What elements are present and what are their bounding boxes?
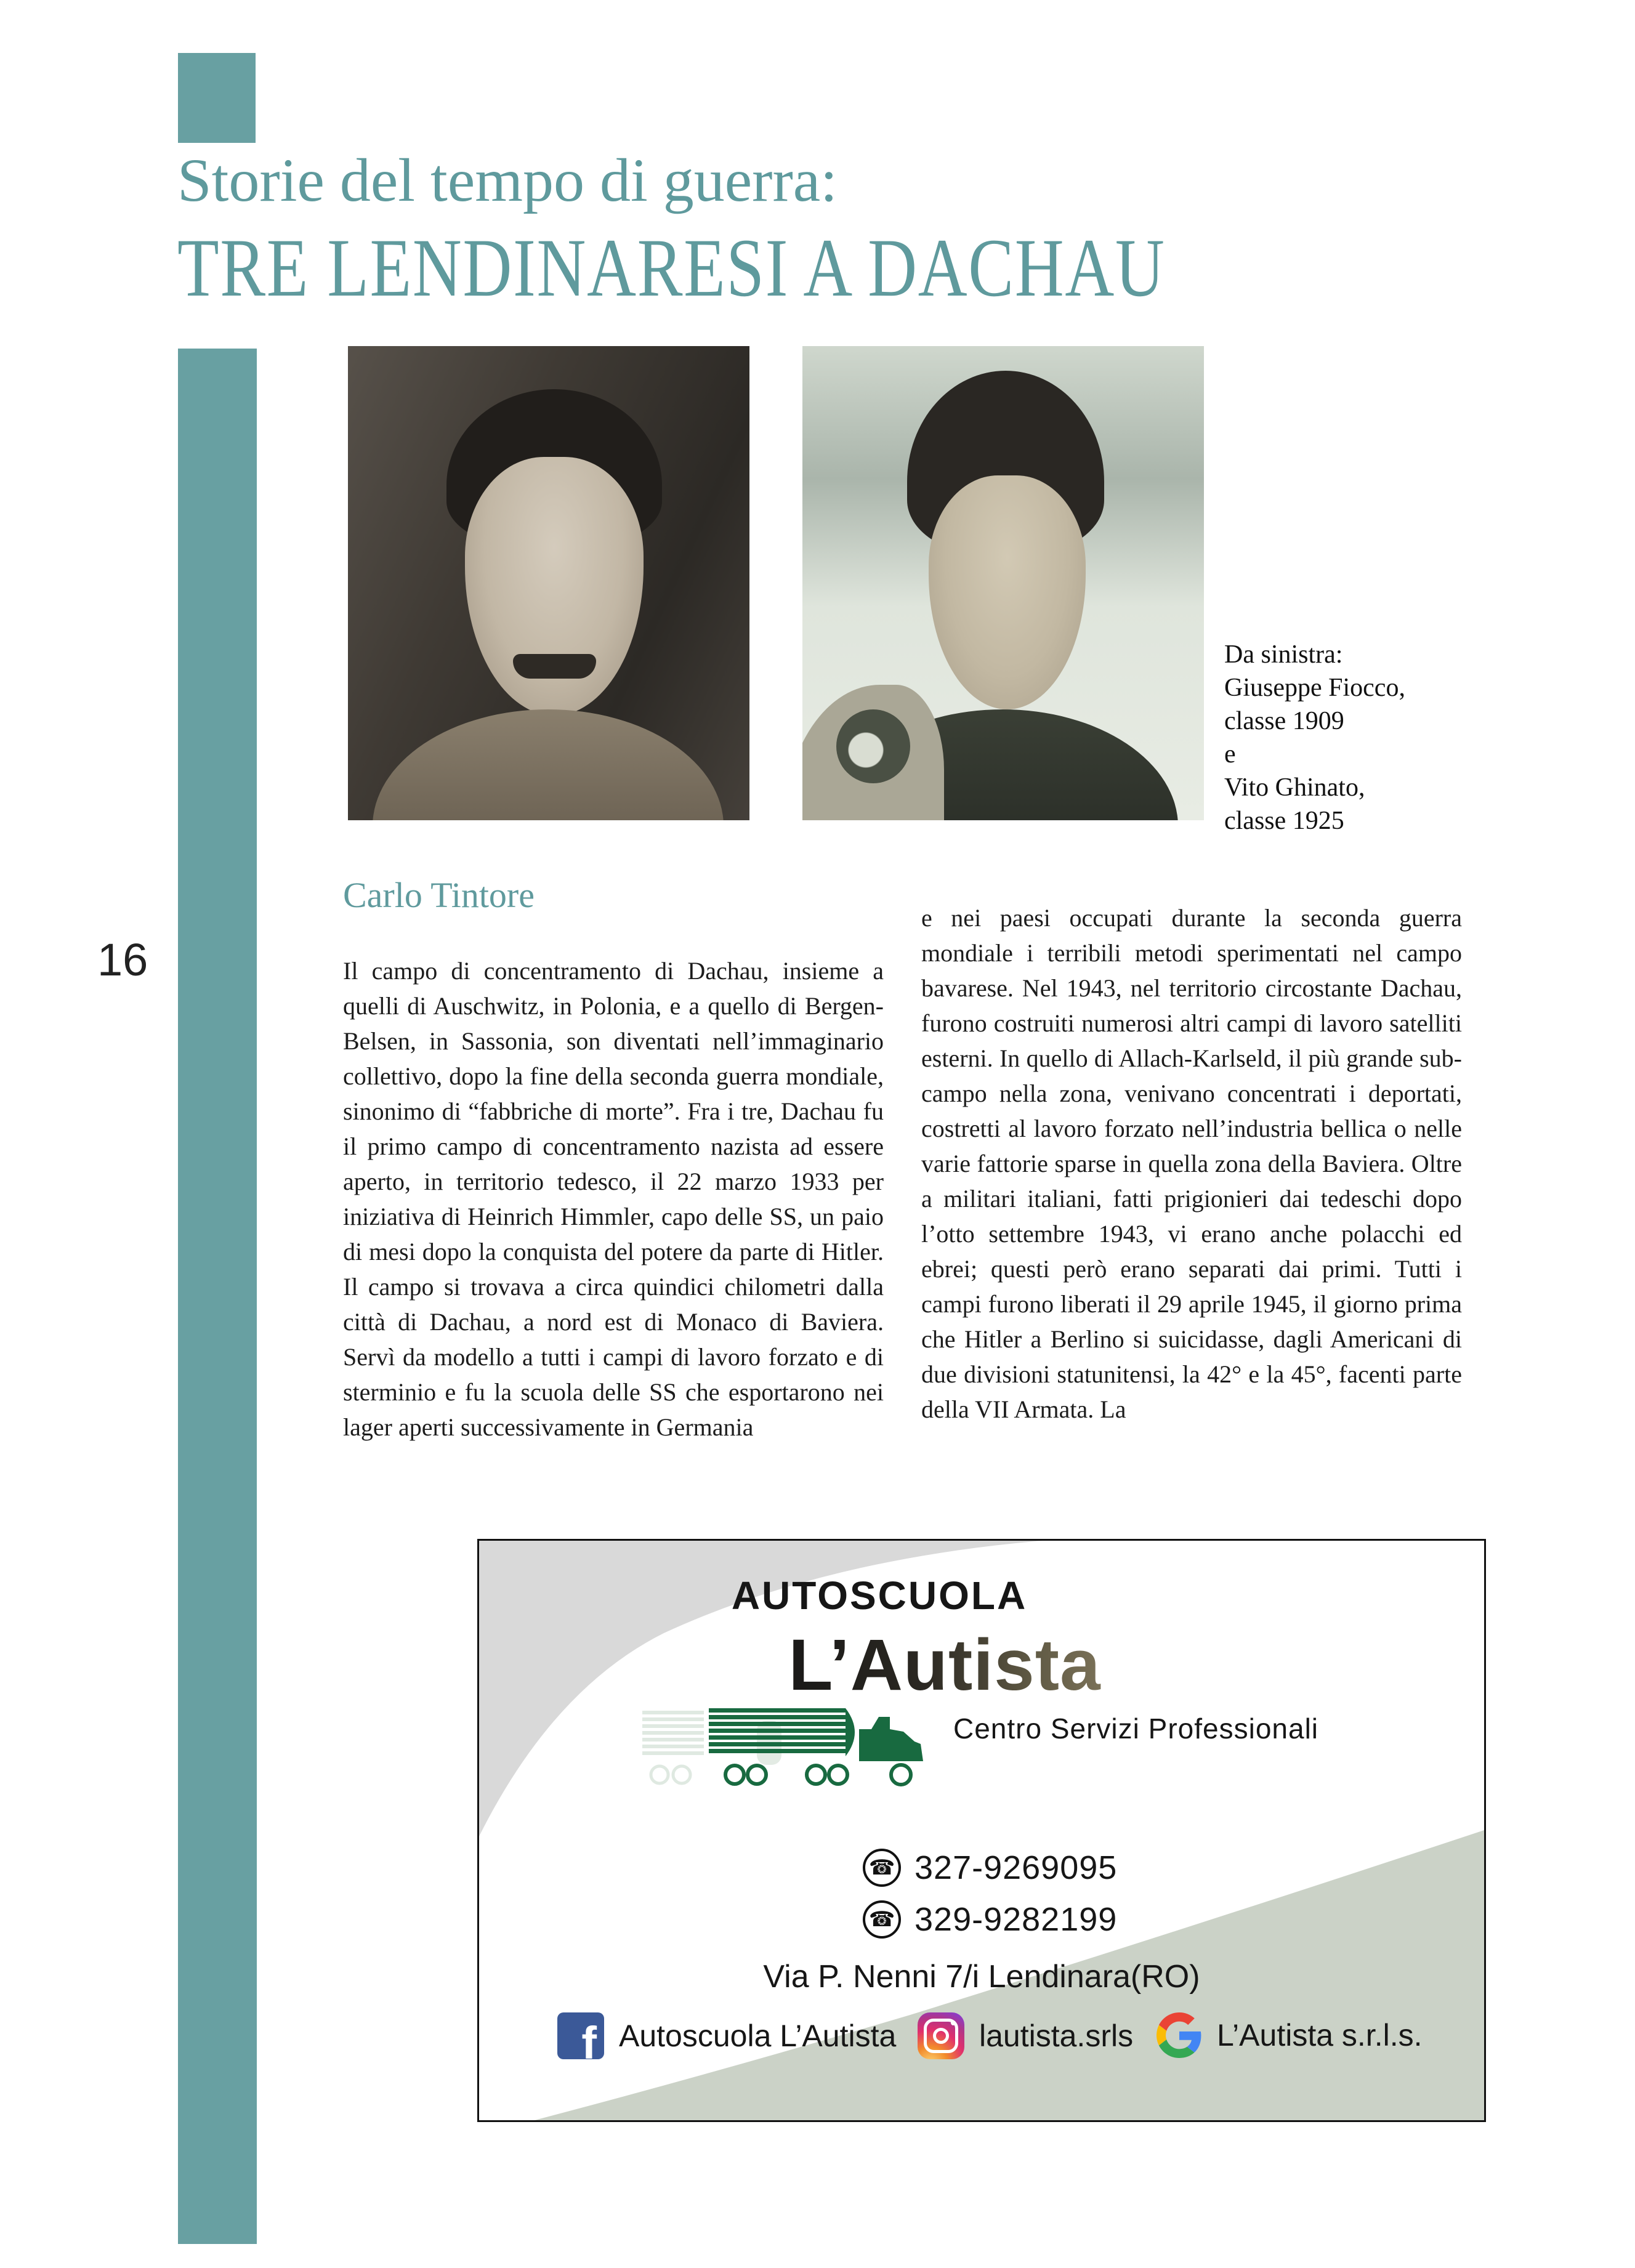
- facebook-item: [557, 2012, 896, 2059]
- phone-icon: ☎: [863, 1900, 901, 1939]
- phone-number-1: 327-9269095: [914, 1849, 1118, 1886]
- teal-side-bar: [178, 349, 257, 2244]
- truck-wheels: [725, 1765, 911, 1785]
- caption-line: classe 1925: [1224, 807, 1344, 835]
- truck-trailer: [709, 1708, 855, 1756]
- author-name: Carlo Tintore: [343, 875, 535, 915]
- page-number: 16: [97, 934, 148, 985]
- article-kicker: Storie del tempo di guerra:: [177, 146, 838, 214]
- teal-corner-square: [178, 53, 256, 143]
- article-column-2: e nei paesi occupati durante la seconda guerra mondiale i terribili metodi sperimentati nel campo bavarese. Nel 1943, nel territorio circostante Dachau, furono costruiti numerosi altri campi di lavoro satelliti esterni. In quello di Allach-Karlseld, il più grande sub-campo nella zona, venivano concentrati i deportati, costretti al lavoro forzato nell’industria bellica o nelle varie fattorie sparse in quella zona della Baviera. Oltre a militari italiani, fatti prigionieri dai tedeschi dopo l’otto settembre 1943, vi erano anche polacchi ed ebrei; questi però erano separati dai primi. Tutti i campi furono liberati il 29 aprile 1945, il giorno prima che Hitler a Berlino si suicidasse, dagli Americani di due divisioni statunitensi, la 42° e la 45°, facenti parte della VII Armata. La: [921, 904, 1462, 1423]
- article-title: TRE LENDINARESI A DACHAU: [177, 222, 1166, 314]
- portrait-photo-giuseppe-fiocco: [348, 346, 749, 820]
- ad-kicker: AUTOSCUOLA: [731, 1573, 1028, 1618]
- ad-address: Via P. Nenni 7/i Lendinara(RO): [763, 1959, 1200, 1995]
- phone-row-1: [863, 1849, 1117, 1887]
- facebook-icon: [557, 2012, 604, 2059]
- phone-number-2: 329-9282199: [914, 1901, 1118, 1938]
- truck-ghost-trailer: [642, 1711, 704, 1783]
- instagram-icon: [918, 2012, 964, 2059]
- facebook-label: Autoscuola L’Autista: [619, 2019, 897, 2053]
- instagram-dot: [951, 2020, 956, 2025]
- truck-logo-icon: [642, 1702, 938, 1788]
- article-column-1: Il campo di concentramento di Dachau, insieme a quelli di Auschwitz, in Polonia, e a quello di Bergen-Belsen, in Sassonia, son diventati nell’immaginario collettivo, dopo la fine della seconda guerra mondiale, sinonimo di “fabbriche di morte”. Fra i tre, Dachau fu il primo campo di concentramento nazista ad essere aperto, in territorio tedesco, il 22 marzo 1933 per iniziativa di Heinrich Himmler, capo delle SS, un paio di mesi dopo la conquista del potere da parte di Hitler. Il campo si trovava a circa quindici chilometri dalla città di Dachau, a nord est di Monaco di Baviera. Servì da modello a tutti i campi di lavoro forzato e di sterminio e fu la scuola delle SS che esportarono nei lager aperti successivamente in Germania: [343, 957, 884, 1441]
- portrait2-face: [929, 475, 1086, 709]
- google-label: L’Autista s.r.l.s.: [1217, 2018, 1423, 2052]
- truck-cab: [859, 1717, 923, 1761]
- portrait2-badge: [836, 709, 910, 783]
- google-item: [1157, 2012, 1422, 2058]
- caption-line: classe 1909: [1224, 707, 1344, 735]
- google-icon: [1157, 2012, 1202, 2058]
- photo-caption: [1224, 638, 1501, 837]
- portrait-photo-vito-ghinato: [802, 346, 1204, 820]
- phone-icon: ☎: [863, 1849, 901, 1887]
- portrait1-shoulders: [373, 709, 724, 820]
- caption-line: Da sinistra:: [1224, 640, 1343, 669]
- autoscuola-advertisement: [477, 1539, 1486, 2122]
- instagram-label: lautista.srls: [979, 2019, 1134, 2053]
- portrait1-mustache: [513, 654, 596, 679]
- ad-tagline: Centro Servizi Professionali: [953, 1713, 1319, 1745]
- ad-brand-name: L’Autista: [748, 1623, 1142, 1707]
- instagram-lens: [933, 2028, 949, 2044]
- facebook-letter: f: [581, 2017, 597, 2059]
- phone-row-2: [863, 1900, 1117, 1939]
- caption-line: Vito Ghinato,: [1224, 773, 1365, 802]
- caption-line: Giuseppe Fiocco,: [1224, 674, 1405, 702]
- caption-line: e: [1224, 740, 1236, 769]
- instagram-item: [918, 2012, 1133, 2059]
